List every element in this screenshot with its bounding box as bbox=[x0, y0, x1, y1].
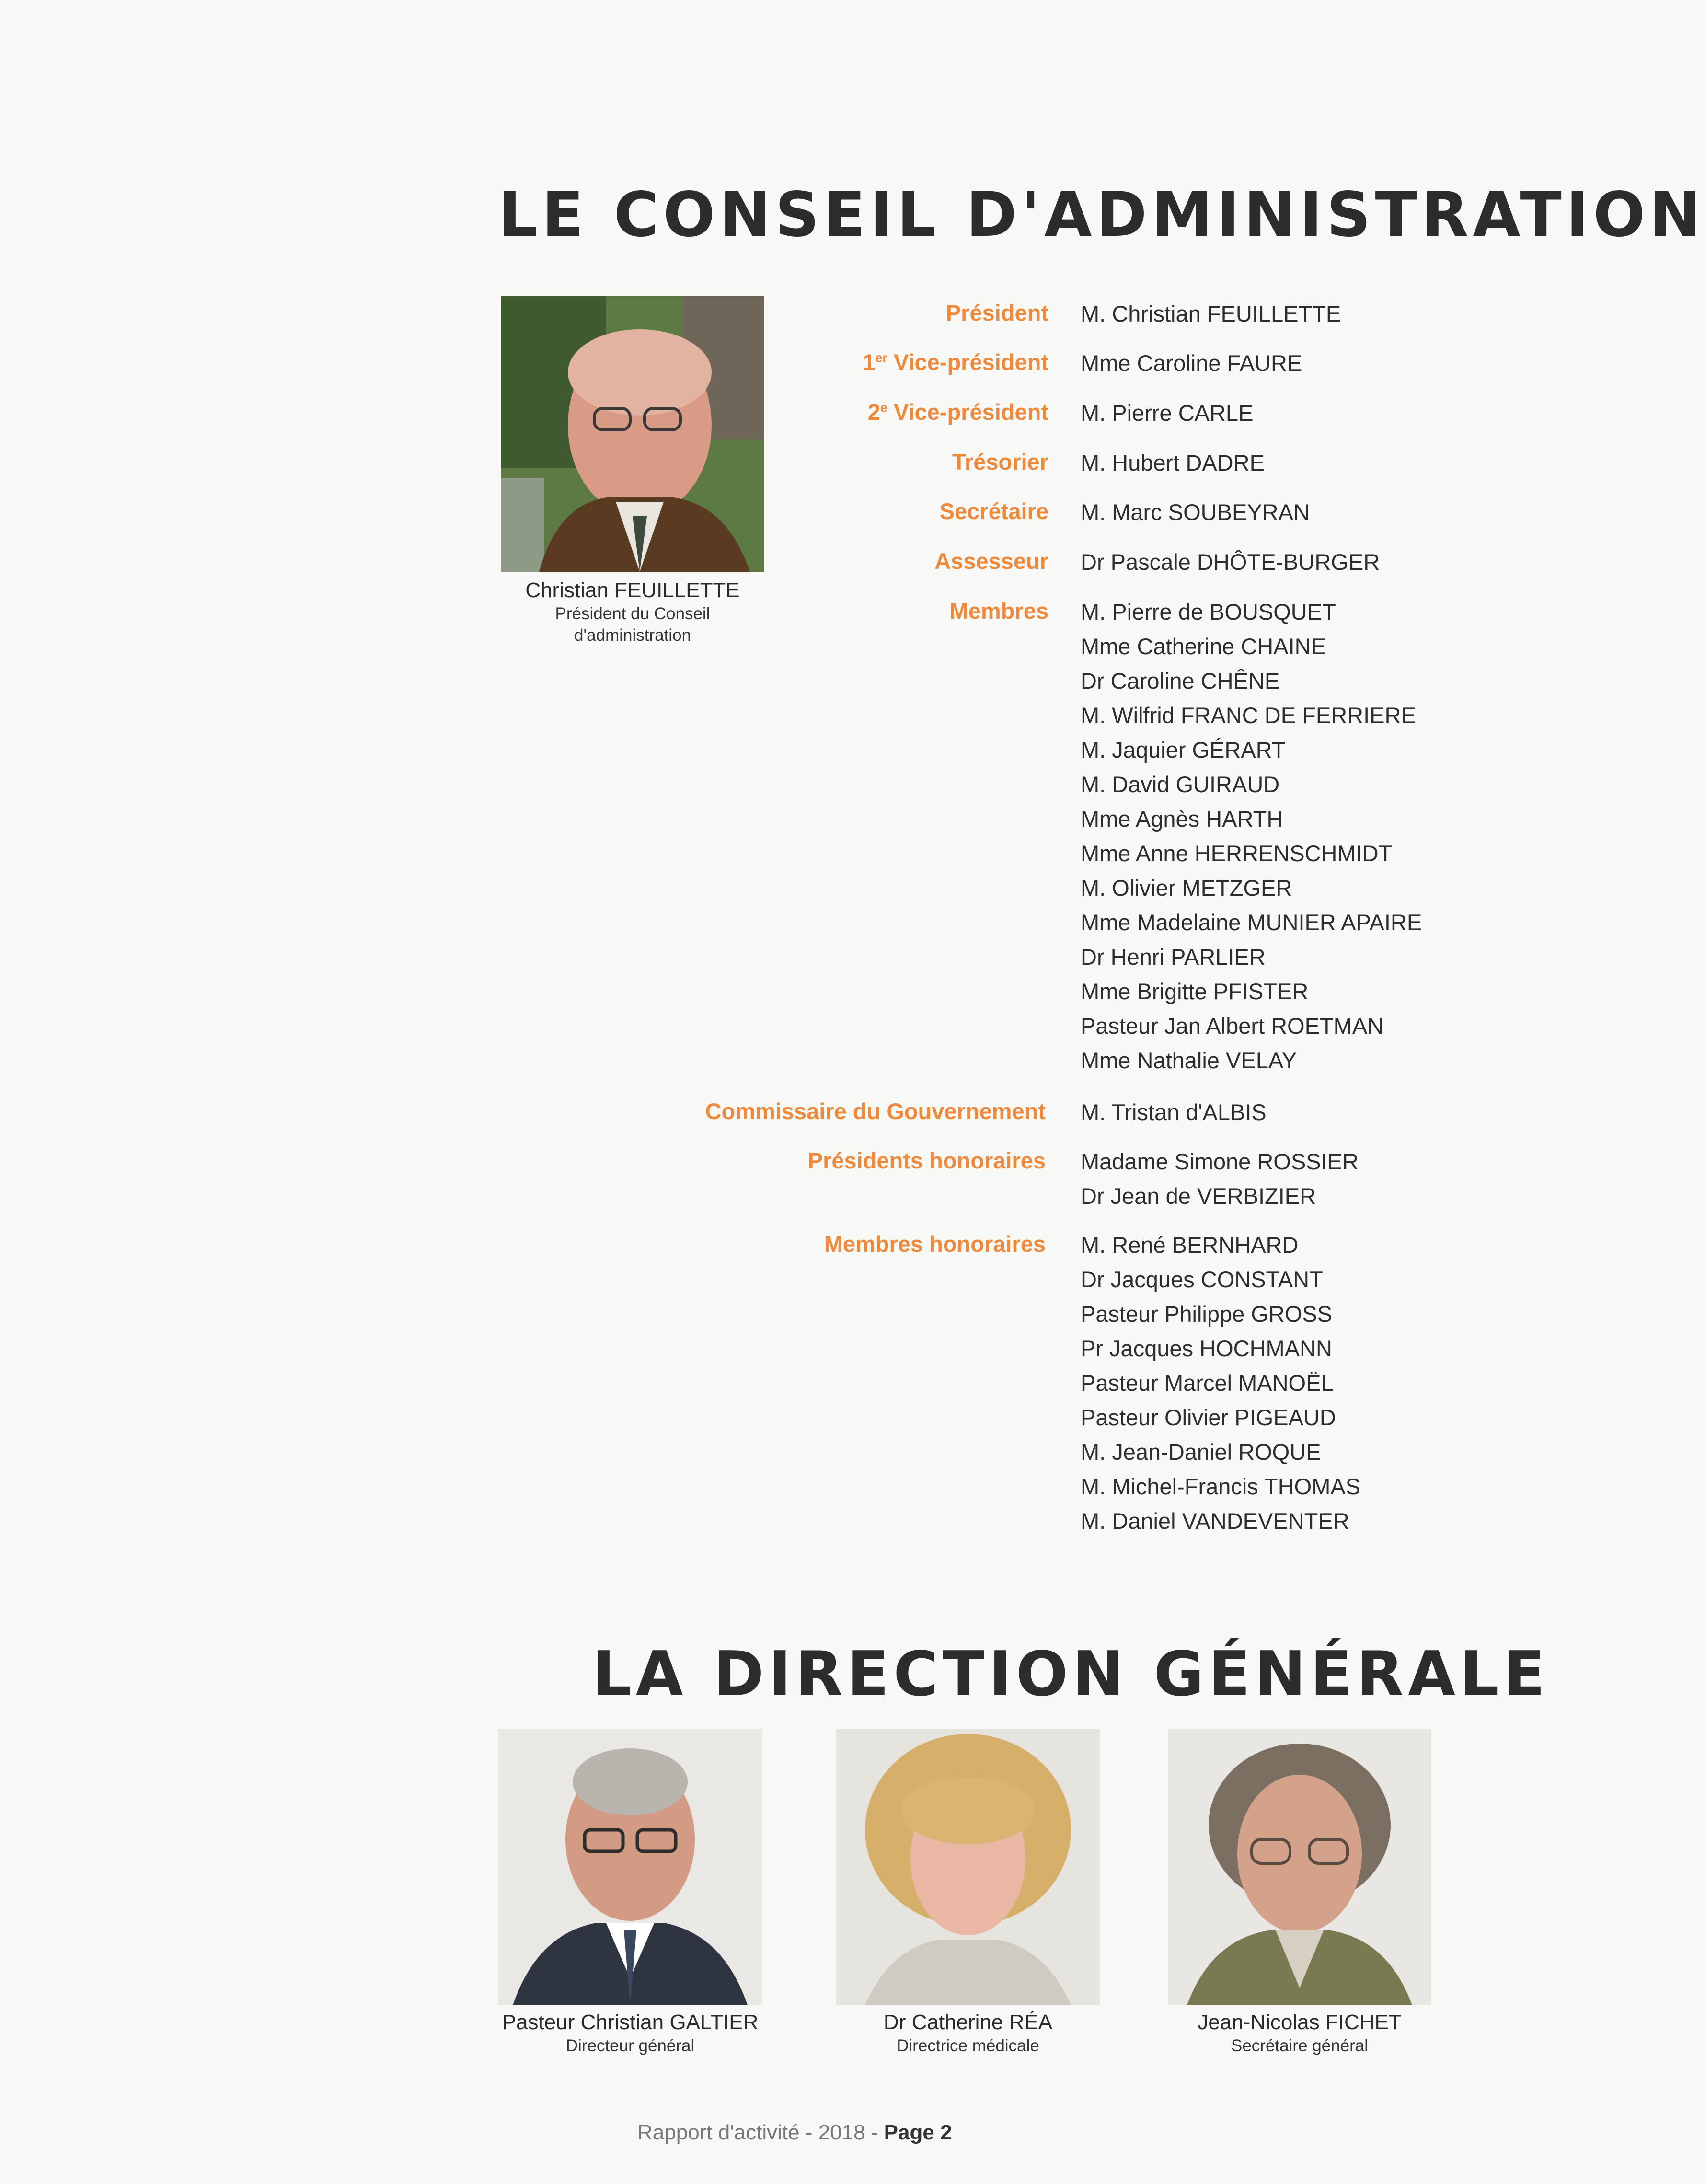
board-member-name: M. David GUIRAUD bbox=[1081, 772, 1280, 797]
board-member-name: M. Jaquier GÉRART bbox=[1081, 737, 1286, 763]
board-member-name: Pasteur Jan Albert ROETMAN bbox=[1081, 1013, 1384, 1039]
board-member-name: M. Christian FEUILLETTE bbox=[1081, 301, 1341, 326]
director-caption-rea bbox=[800, 2011, 1136, 2057]
role-label-membres: Membres bbox=[949, 598, 1048, 624]
board-member-name: Pasteur Olivier PIGEAUD bbox=[1081, 1405, 1336, 1430]
names-assesseur bbox=[1081, 545, 1380, 579]
board-member-name: Pasteur Marcel MANOËL bbox=[1081, 1370, 1334, 1396]
names-membres bbox=[1081, 595, 1422, 1078]
board-member-name: Dr Henri PARLIER bbox=[1081, 944, 1266, 970]
role-label-vice-president-1: 1er Vice-président bbox=[863, 349, 1048, 375]
role-label-president: Président bbox=[945, 300, 1048, 325]
board-member-name: M. René BERNHARD bbox=[1081, 1232, 1299, 1258]
board-member-name: M. Jean-Daniel ROQUE bbox=[1081, 1439, 1321, 1465]
names-tresorier bbox=[1081, 446, 1265, 480]
director-name: Dr Catherine RÉA bbox=[883, 2011, 1053, 2034]
names-membres-honoraires bbox=[1081, 1228, 1360, 1538]
role-label-membres-honoraires: Membres honoraires bbox=[824, 1231, 1046, 1257]
board-member-name: Mme Anne HERRENSCHMIDT bbox=[1081, 841, 1393, 866]
president-caption bbox=[501, 578, 764, 647]
board-member-name: Dr Jean de VERBIZIER bbox=[1081, 1183, 1316, 1209]
president-caption-role-line1: Président du Conseil bbox=[555, 604, 710, 623]
board-member-name: Pasteur Philippe GROSS bbox=[1081, 1301, 1333, 1327]
board-member-name: Mme Nathalie VELAY bbox=[1081, 1048, 1297, 1073]
names-president bbox=[1081, 297, 1341, 331]
director-caption-galtier bbox=[462, 2011, 798, 2057]
board-member-name: M. Hubert DADRE bbox=[1081, 450, 1265, 475]
director-caption-fichet bbox=[1132, 2011, 1467, 2057]
role-label-commissaire: Commissaire du Gouvernement bbox=[705, 1098, 1046, 1124]
board-member-name: Pr Jacques HOCHMANN bbox=[1081, 1336, 1332, 1361]
board-member-name: Mme Catherine CHAINE bbox=[1081, 634, 1326, 659]
direction-title: LA DIRECTION GÉNÉRALE bbox=[592, 1639, 1550, 1710]
board-member-name: Mme Brigitte PFISTER bbox=[1081, 979, 1309, 1004]
names-presidents-honoraires bbox=[1081, 1144, 1359, 1213]
board-member-name: M. Daniel VANDEVENTER bbox=[1081, 1508, 1349, 1534]
board-member-name: Dr Caroline CHÊNE bbox=[1081, 668, 1280, 693]
role-label-presidents-honoraires: Présidents honoraires bbox=[807, 1148, 1046, 1173]
director-role: Directrice médicale bbox=[897, 2036, 1039, 2055]
director-photo-fichet bbox=[1168, 1729, 1431, 2005]
names-commissaire bbox=[1081, 1095, 1267, 1130]
director-role: Directeur général bbox=[565, 2036, 695, 2055]
footer-page-number: Page 2 bbox=[884, 2121, 952, 2144]
names-secretaire bbox=[1081, 495, 1310, 530]
role-label-tresorier: Trésorier bbox=[952, 449, 1048, 474]
role-label-vice-president-2: 2e Vice-président bbox=[867, 399, 1048, 425]
footer-text: Rapport d'activité - 2018 - bbox=[637, 2121, 878, 2144]
names-vice-president-2 bbox=[1081, 396, 1253, 430]
role-label-assesseur: Assesseur bbox=[934, 548, 1048, 574]
role-label-secretaire: Secrétaire bbox=[939, 498, 1048, 524]
president-photo bbox=[501, 296, 764, 572]
conseil-title: LE CONSEIL D'ADMINISTRATION bbox=[498, 179, 1705, 251]
director-name: Pasteur Christian GALTIER bbox=[502, 2011, 759, 2034]
board-member-name: Madame Simone ROSSIER bbox=[1081, 1149, 1359, 1174]
board-member-name: M. Wilfrid FRANC DE FERRIERE bbox=[1081, 703, 1416, 728]
page-footer bbox=[637, 2121, 952, 2145]
director-photo-galtier bbox=[498, 1729, 762, 2005]
board-member-name: M. Olivier METZGER bbox=[1081, 875, 1292, 901]
director-role: Secrétaire général bbox=[1231, 2036, 1368, 2055]
board-member-name: M. Michel-Francis THOMAS bbox=[1081, 1474, 1361, 1499]
board-member-name: Mme Madelaine MUNIER APAIRE bbox=[1081, 910, 1422, 935]
board-member-name: Mme Caroline FAURE bbox=[1081, 350, 1302, 376]
board-member-name: Dr Pascale DHÔTE-BURGER bbox=[1081, 549, 1380, 575]
board-member-name: M. Pierre CARLE bbox=[1081, 400, 1254, 426]
president-caption-role-line2: d'administration bbox=[574, 626, 691, 645]
board-member-name: M. Pierre de BOUSQUET bbox=[1081, 599, 1336, 624]
board-member-name: M. Marc SOUBEYRAN bbox=[1081, 499, 1310, 525]
board-member-name: M. Tristan d'ALBIS bbox=[1081, 1099, 1267, 1125]
board-member-name: Dr Jacques CONSTANT bbox=[1081, 1267, 1323, 1292]
president-caption-name: Christian FEUILLETTE bbox=[525, 578, 740, 602]
director-photo-rea bbox=[836, 1729, 1100, 2005]
director-name: Jean-Nicolas FICHET bbox=[1198, 2011, 1402, 2034]
board-member-name: Mme Agnès HARTH bbox=[1081, 806, 1283, 832]
names-vice-president-1 bbox=[1081, 346, 1302, 381]
